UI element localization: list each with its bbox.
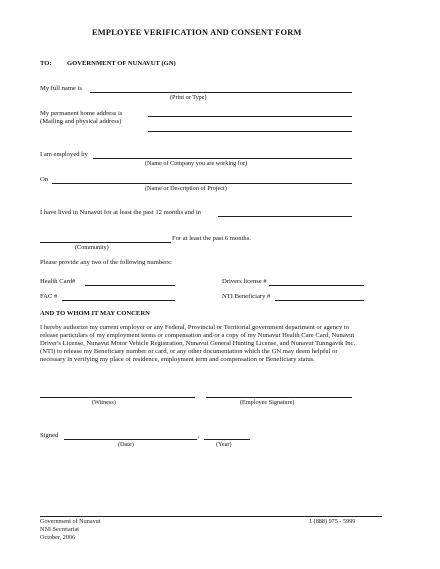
- address-field-line-1[interactable]: [148, 116, 352, 117]
- lived-12-months-label: I have lived in Nunavut for at least the past 12 months and in: [40, 209, 201, 216]
- project-caption: (Name or Description of Project): [145, 185, 227, 192]
- address-field-line-2[interactable]: [148, 131, 352, 132]
- signed-year-field[interactable]: [204, 439, 250, 440]
- signed-label: Signed: [40, 432, 59, 439]
- footer-dept: NNI Secretariat: [40, 526, 79, 533]
- footer-org: Government of Nunavut: [40, 518, 101, 525]
- signed-date-field[interactable]: [64, 439, 197, 440]
- footer-date: October, 2006: [40, 534, 76, 541]
- community-caption: (Community): [75, 244, 109, 251]
- to-value: GOVERNMENT OF NUNAVUT (GN): [67, 60, 176, 67]
- footer-divider: [40, 516, 382, 517]
- footer-phone: 1 (888) 975 - 5999: [309, 518, 356, 525]
- full-name-field[interactable]: [90, 92, 352, 93]
- concern-heading: AND TO WHOM IT MAY CONCERN: [40, 310, 150, 317]
- employed-by-label: I am employed by: [40, 151, 88, 158]
- numbers-instruction: Please provide any two of the following numbers:: [40, 259, 172, 266]
- employee-signature-field[interactable]: [206, 397, 352, 398]
- date-caption: (Date): [118, 441, 134, 448]
- company-caption: (Name of Company you are working for): [145, 160, 248, 167]
- on-label: On: [40, 176, 49, 183]
- consent-line: I hereby authorize my current employer or any Federal, Provincial or Territorial government department or agency to: [40, 324, 350, 331]
- fac-label: FAC #: [40, 293, 58, 300]
- project-field[interactable]: [52, 183, 352, 184]
- lived-6-months-label: For at least the past 6 months.: [172, 235, 251, 242]
- drivers-license-field[interactable]: [269, 285, 364, 286]
- consent-line: necessary in verifying my place of residence, employment term and compensation or Beneficiary status.: [40, 356, 315, 363]
- form-title: EMPLOYEE VERIFICATION AND CONSENT FORM: [92, 28, 302, 37]
- full-name-label: My full name is: [40, 85, 82, 92]
- consent-line: release particulars of my employment terms or compensation and/or a copy of my Nunavut Health Care Card, Nunavut: [40, 332, 355, 339]
- print-or-type-caption: (Print or Type): [170, 94, 207, 101]
- witness-signature-field[interactable]: [40, 397, 195, 398]
- to-label: TO:: [40, 60, 52, 67]
- fac-field[interactable]: [62, 300, 175, 301]
- drivers-license-label: Drivers license #: [222, 278, 267, 285]
- health-card-label: Health Card#: [40, 278, 76, 285]
- year-caption: (Year): [216, 441, 232, 448]
- consent-paragraph: [40, 324, 400, 364]
- consent-line: (NTI) to release my Beneficiary number or card, or any other documentation which the GN may deem helpful or: [40, 348, 338, 355]
- address-label-1: My permanent home address is: [40, 110, 123, 117]
- employee-signature-caption: (Employee Signature): [240, 399, 295, 406]
- signed-comma: ,: [198, 432, 200, 439]
- residence-12-months-field[interactable]: [218, 216, 352, 217]
- employer-field[interactable]: [93, 158, 352, 159]
- address-label-2: (Mailing and physical address): [40, 118, 122, 125]
- nti-beneficiary-field[interactable]: [275, 300, 364, 301]
- nti-beneficiary-label: NTI Beneficiary #: [222, 293, 271, 300]
- health-card-field[interactable]: [85, 285, 175, 286]
- community-field[interactable]: [40, 242, 171, 243]
- witness-caption: (Witness): [92, 399, 116, 406]
- consent-line: Driver's License, Nunavut Motor Vehicle Registration, Nunavut General Hunting License, and Nunavut Tunngavik Inc.: [40, 340, 356, 347]
